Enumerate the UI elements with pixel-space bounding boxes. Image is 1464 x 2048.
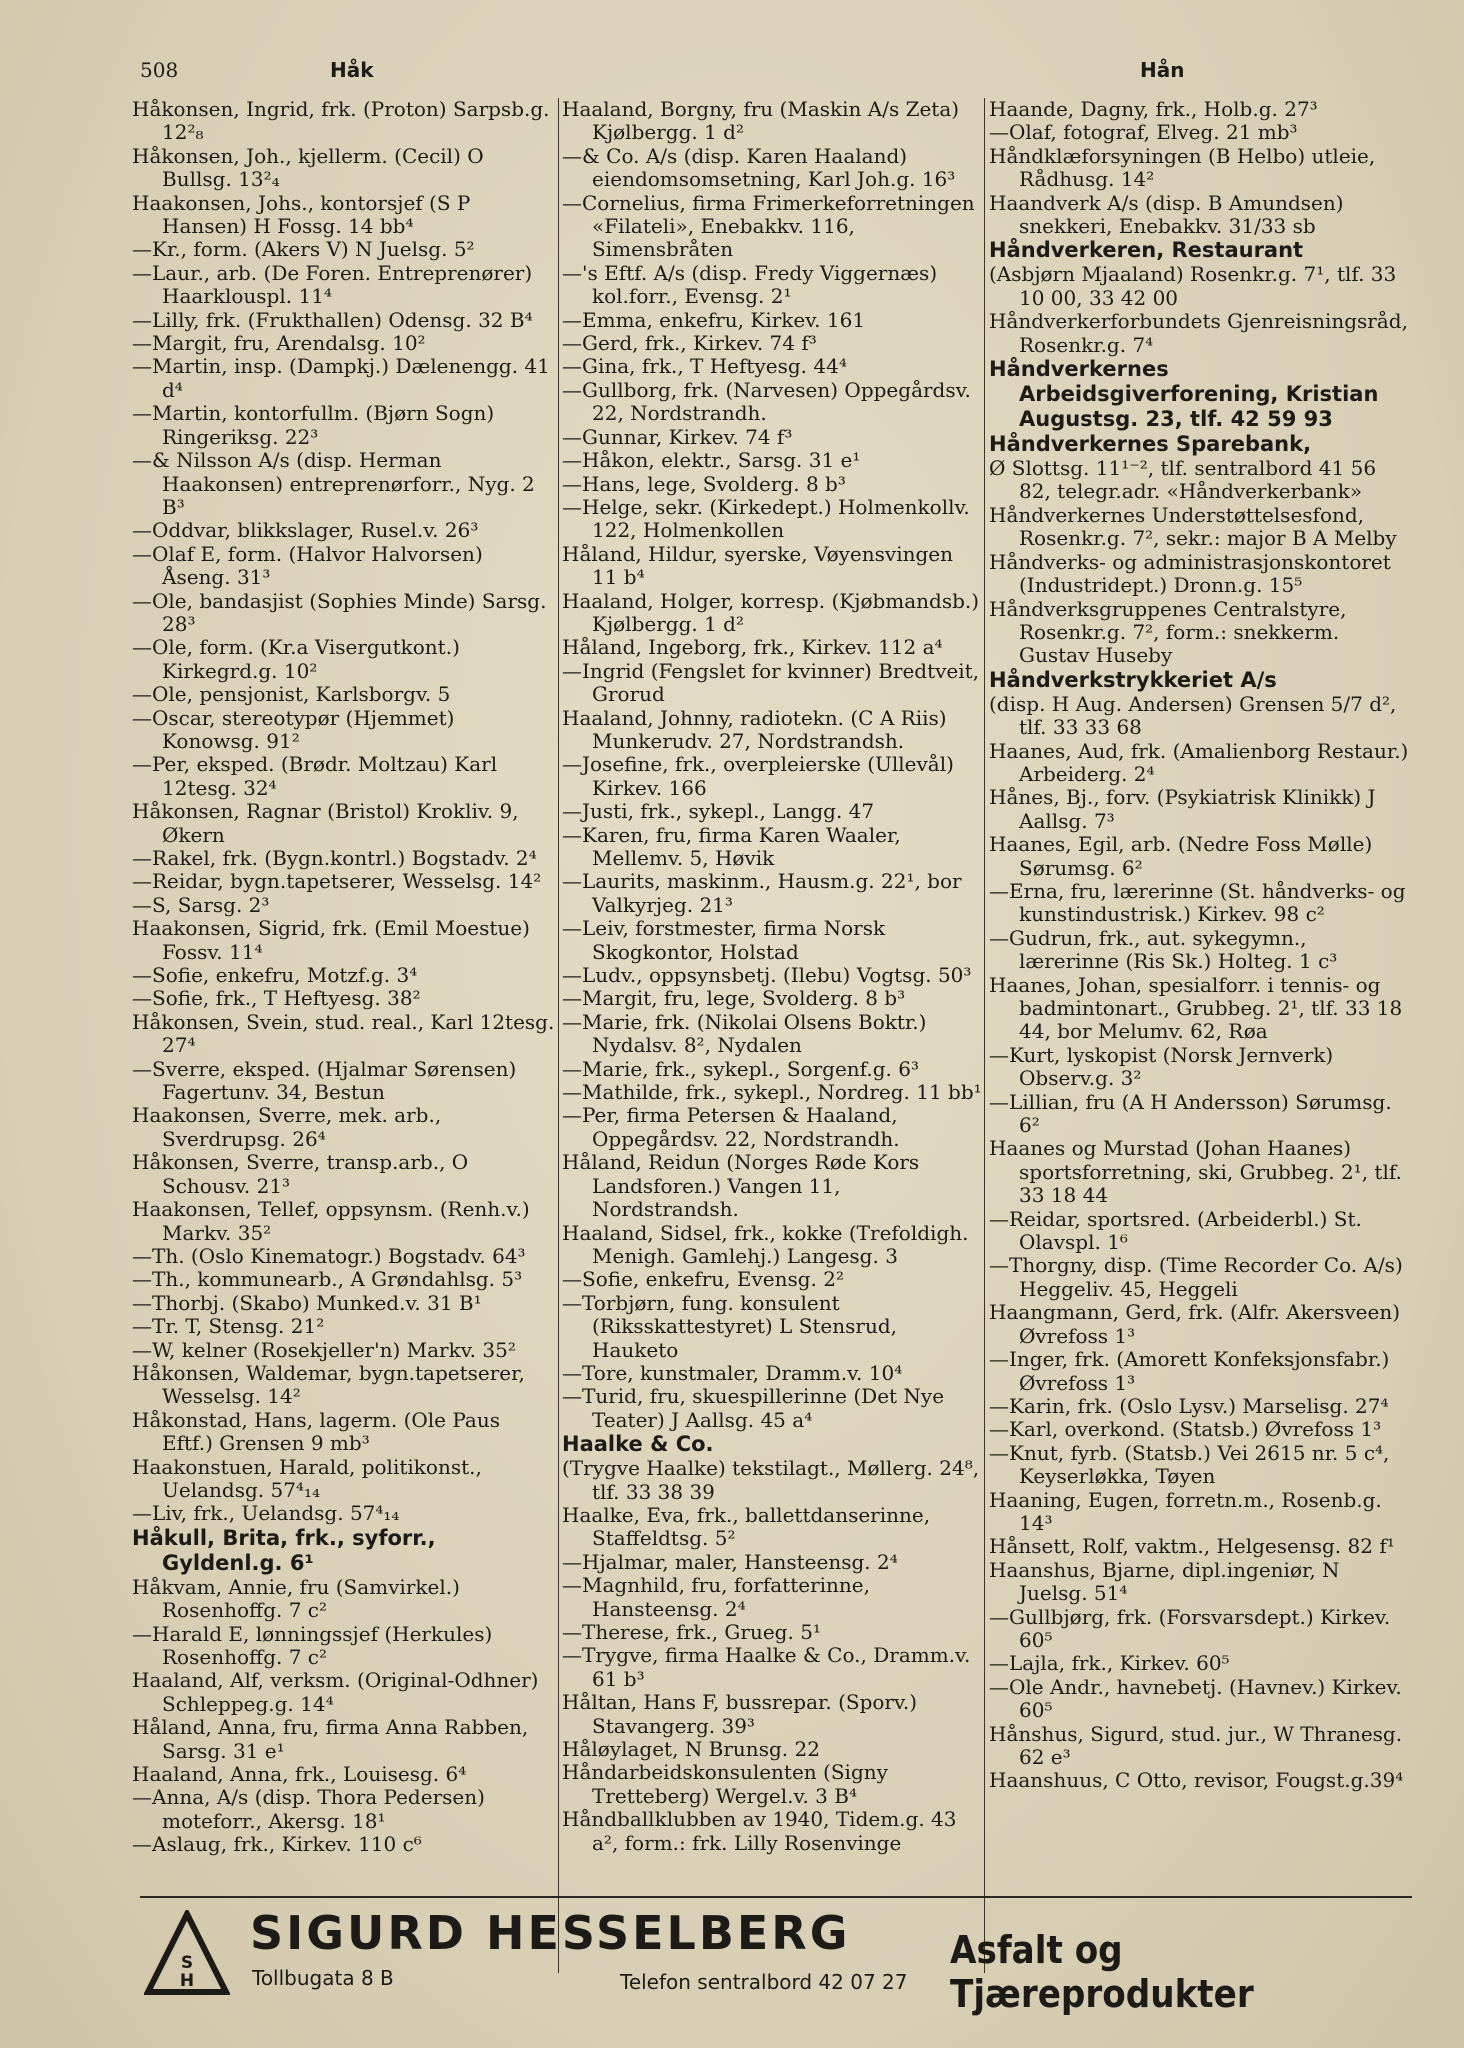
directory-entry: —Reidar, bygn.tapetserer, Wesselsg. 14² <box>132 869 542 894</box>
directory-entry: —Sofie, frk., T Heftyesg. 38² <box>132 986 421 1011</box>
directory-entry: Håkonstad, Hans, lagerm. (Ole Paus Eftf.) Grensen 9 mb³ <box>132 1407 500 1456</box>
directory-entry: Haaland, Anna, frk., Louisesg. 6⁴ <box>132 1762 467 1787</box>
directory-entry: Haakonsen, Tellef, oppsynsm. (Renh.v.) Markv. 35² <box>132 1197 530 1245</box>
directory-entry: Hånsett, Rolf, vaktm., Helgesensg. 82 f¹ <box>989 1534 1395 1559</box>
directory-entry: —Harald E, lønningssjef (Herkules) Rosenhoffg. 7 c² <box>132 1621 493 1669</box>
directory-entry: —Turid, fru, skuespillerinne (Det Nye Teater) J Aallsg. 45 a⁴ <box>562 1384 945 1432</box>
directory-entry: —Aslaug, frk., Kirkev. 110 c⁶ <box>132 1832 422 1857</box>
directory-entry: —Lajla, frk., Kirkev. 60⁵ <box>989 1651 1230 1676</box>
directory-entry: Haakonsen, Johs., kontorsjef (S P Hansen) H Fossg. 14 bb⁴ <box>132 190 471 239</box>
company-logo-icon <box>144 1910 230 1996</box>
directory-entry: —Gullborg, frk. (Narvesen) Oppegårdsv. 22, Nordstrandh. <box>562 377 971 426</box>
directory-entry: —Karl, overkond. (Statsb.) Øvrefoss 1³ <box>989 1417 1382 1442</box>
directory-entry: Håndverkernes Understøttelsesfond, Rosenkr.g. 7², sekr.: major B A Melby <box>989 502 1397 551</box>
directory-entry: —Emma, enkefru, Kirkev. 161 <box>562 307 866 332</box>
advertisement-banner <box>140 1896 1412 2016</box>
directory-entry: Håkonsen, Ingrid, frk. (Proton) Sarpsb.g. 12²₈ <box>132 98 550 145</box>
directory-entry: Håkull, Brita, frk., syforr., Gyldenl.g. 6¹ <box>132 1525 436 1575</box>
directory-entry: Haandverk A/s (disp. B Amundsen) snekkeri, Enebakkv. 31/33 sb <box>989 190 1344 239</box>
directory-entry: Håndverkerforbundets Gjenreisningsråd, Rosenkr.g. 7⁴ <box>989 309 1408 357</box>
directory-entry: Håland, Anna, fru, firma Anna Rabben, Sarsg. 31 e¹ <box>132 1715 529 1763</box>
directory-entry: —Th. (Oslo Kinematogr.) Bogstadv. 64³ <box>132 1243 526 1268</box>
advertiser-products: Asfalt og Tjæreprodukter <box>950 1928 1254 2016</box>
directory-entry: Håland, Hildur, syerske, Vøyensvingen 11 b⁴ <box>562 541 953 590</box>
directory-entry: Håkonsen, Waldemar, bygn.tapetserer, Wesselsg. 14² <box>132 1360 525 1409</box>
directory-entry: —Therese, frk., Grueg. 5¹ <box>562 1620 821 1644</box>
directory-entry: Haaland, Borgny, fru (Maskin A/s Zeta) Kjølbergg. 1 d² <box>562 98 960 145</box>
directory-entry: —Kr., form. (Akers V) N Juelsg. 5² <box>132 237 475 262</box>
directory-entry: —Trygve, firma Haalke & Co., Dramm.v. 61 b³ <box>562 1643 971 1691</box>
directory-entry: Haanes, Egil, arb. (Nedre Foss Mølle) Sørumsg. 6² <box>989 832 1373 880</box>
header-keyword-right: Hån <box>1140 58 1185 82</box>
svg-text:H: H <box>179 1971 195 1991</box>
directory-entry: —Sofie, enkefru, Motzf.g. 3⁴ <box>132 963 418 988</box>
directory-entry: Håndverkernes Sparebank, <box>989 432 1312 457</box>
page-header <box>140 58 1400 94</box>
directory-entry: —Torbjørn, fung. konsulent (Riksskattestyret) L Stensrud, Hauketo <box>562 1290 898 1362</box>
directory-entry: Haalke, Eva, frk., ballettdanserinne, Staffeldtsg. 5² <box>562 1502 931 1551</box>
directory-entry: —Oddvar, blikkslager, Rusel.v. 26³ <box>132 518 479 543</box>
directory-entry: Haakonsen, Sigrid, frk. (Emil Moestue) Fossv. 11⁴ <box>132 916 530 964</box>
directory-entry: Håkonsen, Svein, stud. real., Karl 12tesg. 27⁴ <box>132 1009 555 1058</box>
directory-entry: —Magnhild, fru, forfatterinne, Hansteensg. 2⁴ <box>562 1573 870 1621</box>
directory-entry: —Th., kommunearb., A Grøndahlsg. 5³ <box>132 1267 523 1292</box>
directory-entry: —Josefine, frk., overpleierske (Ullevål) Kirkev. 166 <box>562 752 954 800</box>
directory-entry: Håkonsen, Joh., kjellerm. (Cecil) O Bullsg. 13²₄ <box>132 143 484 192</box>
directory-entry: Haakonsen, Sverre, mek. arb., Sverdrupsg. 26⁴ <box>132 1103 442 1151</box>
directory-entry: —Leiv, forstmester, firma Norsk Skogkontor, Holstad <box>562 916 886 964</box>
directory-entry: —Hjalmar, maler, Hansteensg. 2⁴ <box>562 1549 898 1574</box>
directory-entry: —Karen, fru, firma Karen Waaler, Mellemv. 5, Høvik <box>562 822 901 870</box>
column-right <box>984 98 1409 1973</box>
directory-entry: —Margit, fru, Arendalsg. 10² <box>132 331 426 356</box>
directory-entry: Håland, Ingeborg, frk., Kirkev. 112 a⁴ <box>562 635 943 660</box>
directory-entry: Håkonsen, Ragnar (Bristol) Krokliv. 9, Økern <box>132 799 519 847</box>
directory-entry: —Gina, frk., T Heftyesg. 44⁴ <box>562 354 847 379</box>
directory-entry: —Ole, bandasjist (Sophies Minde) Sarsg. 28³ <box>132 588 547 636</box>
directory-entry: —Sofie, enkefru, Evensg. 2² <box>562 1267 845 1292</box>
directory-entry: —Oscar, stereotypør (Hjemmet) Konowsg. 91² <box>132 705 455 753</box>
directory-entry: —Thorgny, disp. (Time Recorder Co. A/s) Heggeliv. 45, Heggeli <box>989 1253 1403 1301</box>
directory-entry: Haanshus, Bjarne, dipl.ingeniør, N Juelsg. 51⁴ <box>989 1557 1340 1606</box>
directory-entry: Håndverkstrykkeriet A/s <box>989 667 1277 692</box>
directory-entry: —Reidar, sportsred. (Arbeiderbl.) St. Olavspl. 1⁶ <box>989 1206 1362 1255</box>
directory-entry: —Martin, insp. (Dampkj.) Dælenengg. 41 d⁴ <box>132 354 550 402</box>
directory-entry: (Asbjørn Mjaaland) Rosenkr.g. 7¹, tlf. 33 10 00, 33 42 00 <box>989 262 1397 310</box>
directory-entry: Hånshus, Sigurd, stud. jur., W Thranesg. 62 e³ <box>989 1721 1403 1769</box>
directory-entry: —Ole, form. (Kr.a Visergutkont.) Kirkegrd.g. 10² <box>132 635 460 683</box>
directory-entry: —Tr. T, Stensg. 21² <box>132 1314 325 1339</box>
directory-entry: Ø Slottsg. 11¹⁻², tlf. sentralbord 41 56 82, telegr.adr. «Håndverkerbank» <box>989 456 1377 504</box>
directory-entry: —Ludv., oppsynsbetj. (Ilebu) Vogtsg. 50³ <box>562 963 972 988</box>
directory-entry: Håndballklubben av 1940, Tidem.g. 43 a², form.: frk. Lilly Rosenvinge <box>562 1807 957 1855</box>
directory-entry: Haaland, Sidsel, frk., kokke (Trefoldigh. Menigh. Gamlehj.) Langesg. 3 <box>562 1220 969 1268</box>
directory-entry: —Ole Andr., havnebetj. (Havnev.) Kirkev. 60⁵ <box>989 1674 1402 1723</box>
directory-entry: —Mathilde, frk., sykepl., Nordreg. 11 bb¹ <box>562 1080 982 1105</box>
directory-entry: Håndverkeren, Restaurant <box>989 238 1304 263</box>
directory-entry: Haande, Dagny, frk., Holb.g. 27³ <box>989 98 1318 121</box>
directory-entry: —Liv, frk., Uelandsg. 57⁴₁₄ <box>132 1501 400 1526</box>
directory-entry: —Laur., arb. (De Foren. Entreprenører) Haarklouspl. 11⁴ <box>132 260 533 309</box>
directory-entry: —Thorbj. (Skabo) Munked.v. 31 B¹ <box>132 1290 482 1315</box>
directory-entry: —Erna, fru, lærerinne (St. håndverks- og kunstindustrisk.) Kirkev. 98 c² <box>989 878 1406 927</box>
directory-entry: —Kurt, lyskopist (Norsk Jernverk) Observ.g. 3² <box>989 1042 1334 1091</box>
directory-entry: Haaning, Eugen, forretn.m., Rosenb.g. 14³ <box>989 1487 1382 1535</box>
directory-entry: Håland, Reidun (Norges Røde Kors Landsforen.) Vangen 11, Nordstrandsh. <box>562 1150 920 1222</box>
directory-entry: Haalke & Co. <box>562 1432 714 1457</box>
advertiser-address: Tollbugata 8 B <box>252 1966 394 1990</box>
directory-entry: —Ingrid (Fengslet for kvinner) Bredtveit, Grorud <box>562 658 980 707</box>
directory-entry: Haanes og Murstad (Johan Haanes) sportsforretning, ski, Grubbeg. 2¹, tlf. 33 18 44 <box>989 1136 1402 1208</box>
directory-entry: Haakonstuen, Harald, politikonst., Uelandsg. 57⁴₁₄ <box>132 1454 482 1502</box>
directory-entry: —Tore, kunstmaler, Dramm.v. 10⁴ <box>562 1360 903 1385</box>
directory-entry: —Inger, frk. (Amorett Konfeksjonsfabr.) Øvrefoss 1³ <box>989 1347 1390 1395</box>
directory-entry: Haaland, Johnny, radiotekn. (C A Riis) Munkerudv. 27, Nordstrandsh. <box>562 705 947 753</box>
directory-entry: —Marie, frk. (Nikolai Olsens Boktr.) Nydalsv. 8², Nydalen <box>562 1009 927 1058</box>
directory-entry: Hånes, Bj., forv. (Psykiatrisk Klinikk) J Aallsg. 7³ <box>989 785 1376 833</box>
directory-entry: —S, Sarsg. 2³ <box>132 892 270 917</box>
directory-entry: Håndverkernes Arbeidsgiverforening, Kristian Augustsg. 23, tlf. 42 59 93 <box>989 357 1379 432</box>
directory-entry: —Margit, fru, lege, Svolderg. 8 b³ <box>562 986 906 1011</box>
directory-entry: Håndverksgruppenes Centralstyre, Rosenkr.g. 7², form.: snekkerm. Gustav Huseby <box>989 596 1347 668</box>
directory-entry: Haanes, Aud, frk. (Amalienborg Restaur.) Arbeiderg. 2⁴ <box>989 738 1409 786</box>
directory-entry: —Rakel, frk. (Bygn.kontrl.) Bogstadv. 2⁴ <box>132 846 537 870</box>
directory-entry: —Marie, frk., sykepl., Sorgenf.g. 6³ <box>562 1056 919 1081</box>
directory-entry: —Ole, pensjonist, Karlsborgv. 5 <box>132 682 451 707</box>
directory-entry: —& Nilsson A/s (disp. Herman Haakonsen) entreprenørforr., Nyg. 2 B³ <box>132 448 535 519</box>
page-number: 508 <box>140 58 179 82</box>
directory-entry: —Gullbjørg, frk. (Forsvarsdept.) Kirkev. 60⁵ <box>989 1604 1391 1652</box>
directory-entry: Håltan, Hans F, bussrepar. (Sporv.) Stavangerg. 39³ <box>562 1690 918 1738</box>
directory-entry: Haanes, Johan, spesialforr. i tennis- og badmintonart., Grubbeg. 2¹, tlf. 33 18 44, bor Melumv. 62, Røa <box>989 972 1403 1044</box>
directory-entry: —Sverre, eksped. (Hjalmar Sørensen) Fagertunv. 34, Bestun <box>132 1056 517 1105</box>
directory-entry: —'s Eftf. A/s (disp. Fredy Viggernæs) kol.forr., Evensg. 2¹ <box>562 260 938 309</box>
column-left <box>132 98 555 1973</box>
directory-entry: Håløylaget, N Brunsg. 22 <box>562 1737 820 1762</box>
directory-entry: —Gerd, frk., Kirkev. 74 f³ <box>562 331 817 356</box>
directory-entry: —Per, eksped. (Brødr. Moltzau) Karl 12tesg. 32⁴ <box>132 752 498 800</box>
directory-entry: —Olaf, fotograf, Elveg. 21 mb³ <box>989 120 1298 145</box>
directory-entry: —Per, firma Petersen & Haaland, Oppegårdsv. 22, Nordstrandh. <box>562 1103 900 1151</box>
directory-entry: Håndklæforsyningen (B Helbo) utleie, Rådhusg. 14² <box>989 143 1376 192</box>
advertiser-name: SIGURD HESSELBERG <box>250 1906 851 1960</box>
directory-entry: Haangmann, Gerd, frk. (Alfr. Akersveen) Øvrefoss 1³ <box>989 1300 1401 1348</box>
directory-entry: —Hans, lege, Svolderg. 8 b³ <box>562 471 846 496</box>
column-middle <box>558 98 982 1973</box>
directory-entry: Håndarbeidskonsulenten (Signy Tretteberg) Wergel.v. 3 B⁴ <box>562 1760 888 1808</box>
directory-entry: —Gunnar, Kirkev. 74 f³ <box>562 424 793 449</box>
directory-entry: (Trygve Haalke) tekstilagt., Møllerg. 24⁸, tlf. 33 38 39 <box>562 1456 980 1504</box>
directory-entry: —Karin, frk. (Oslo Lysv.) Marselisg. 27⁴ <box>989 1393 1389 1418</box>
directory-entry: —W, kelner (Rosekjeller'n) Markv. 35² <box>132 1337 516 1362</box>
directory-entry: Håkonsen, Sverre, transp.arb., O Schousv. 21³ <box>132 1150 469 1198</box>
directory-entry: —Håkon, elektr., Sarsg. 31 e¹ <box>562 448 861 473</box>
directory-entry: —Justi, frk., sykepl., Langg. 47 <box>562 799 875 824</box>
svg-text:S: S <box>180 1953 194 1973</box>
directory-entry: —Gudrun, frk., aut. sykegymn., lærerinne (Ris Sk.) Holteg. 1 c³ <box>989 925 1338 974</box>
directory-entry: —Knut, fyrb. (Statsb.) Vei 2615 nr. 5 c⁴, Keyserløkka, Tøyen <box>989 1440 1390 1489</box>
directory-entry: —Helge, sekr. (Kirkedept.) Holmenkollv. 122, Holmenkollen <box>562 494 970 543</box>
directory-entry: Håkvam, Annie, fru (Samvirkel.) Rosenhoffg. 7 c² <box>132 1574 460 1623</box>
directory-entry: Haaland, Alf, verksm. (Original-Odhner) Schleppeg.g. 14⁴ <box>132 1668 539 1716</box>
directory-entry: Håndverks- og administrasjonskontoret (Industridept.) Dronn.g. 15⁵ <box>989 549 1391 598</box>
directory-entry: —Lilly, frk. (Frukthallen) Odensg. 32 B⁴ <box>132 307 533 332</box>
directory-entry: Haanshuus, C Otto, revisor, Fougst.g.39⁴ <box>989 1768 1404 1793</box>
directory-entry: —Cornelius, firma Frimerkeforretningen «Filateli», Enebakkv. 116, Simensbråten <box>562 190 975 262</box>
directory-entry: —Martin, kontorfullm. (Bjørn Sogn) Ringeriksg. 22³ <box>132 401 495 449</box>
directory-entry: —& Co. A/s (disp. Karen Haaland) eiendomsomsetning, Karl Joh.g. 16³ <box>562 143 956 192</box>
header-keyword-left: Håk <box>330 58 374 82</box>
directory-entry: —Olaf E, form. (Halvor Halvorsen) Åseng. 31³ <box>132 541 483 590</box>
directory-entry: —Laurits, maskinm., Hausm.g. 22¹, bor Valkyrjeg. 21³ <box>562 869 962 917</box>
directory-entry: —Anna, A/s (disp. Thora Pedersen) moteforr., Akersg. 18¹ <box>132 1785 485 1833</box>
directory-entry: —Lillian, fru (A H Andersson) Sørumsg. 6² <box>989 1089 1392 1138</box>
advertiser-telephone: Telefon sentralbord 42 07 27 <box>620 1970 908 1994</box>
directory-entry: Haaland, Holger, korresp. (Kjøbmandsb.) Kjølbergg. 1 d² <box>562 588 980 636</box>
directory-entry: (disp. H Aug. Andersen) Grensen 5/7 d², tlf. 33 33 68 <box>989 691 1397 740</box>
